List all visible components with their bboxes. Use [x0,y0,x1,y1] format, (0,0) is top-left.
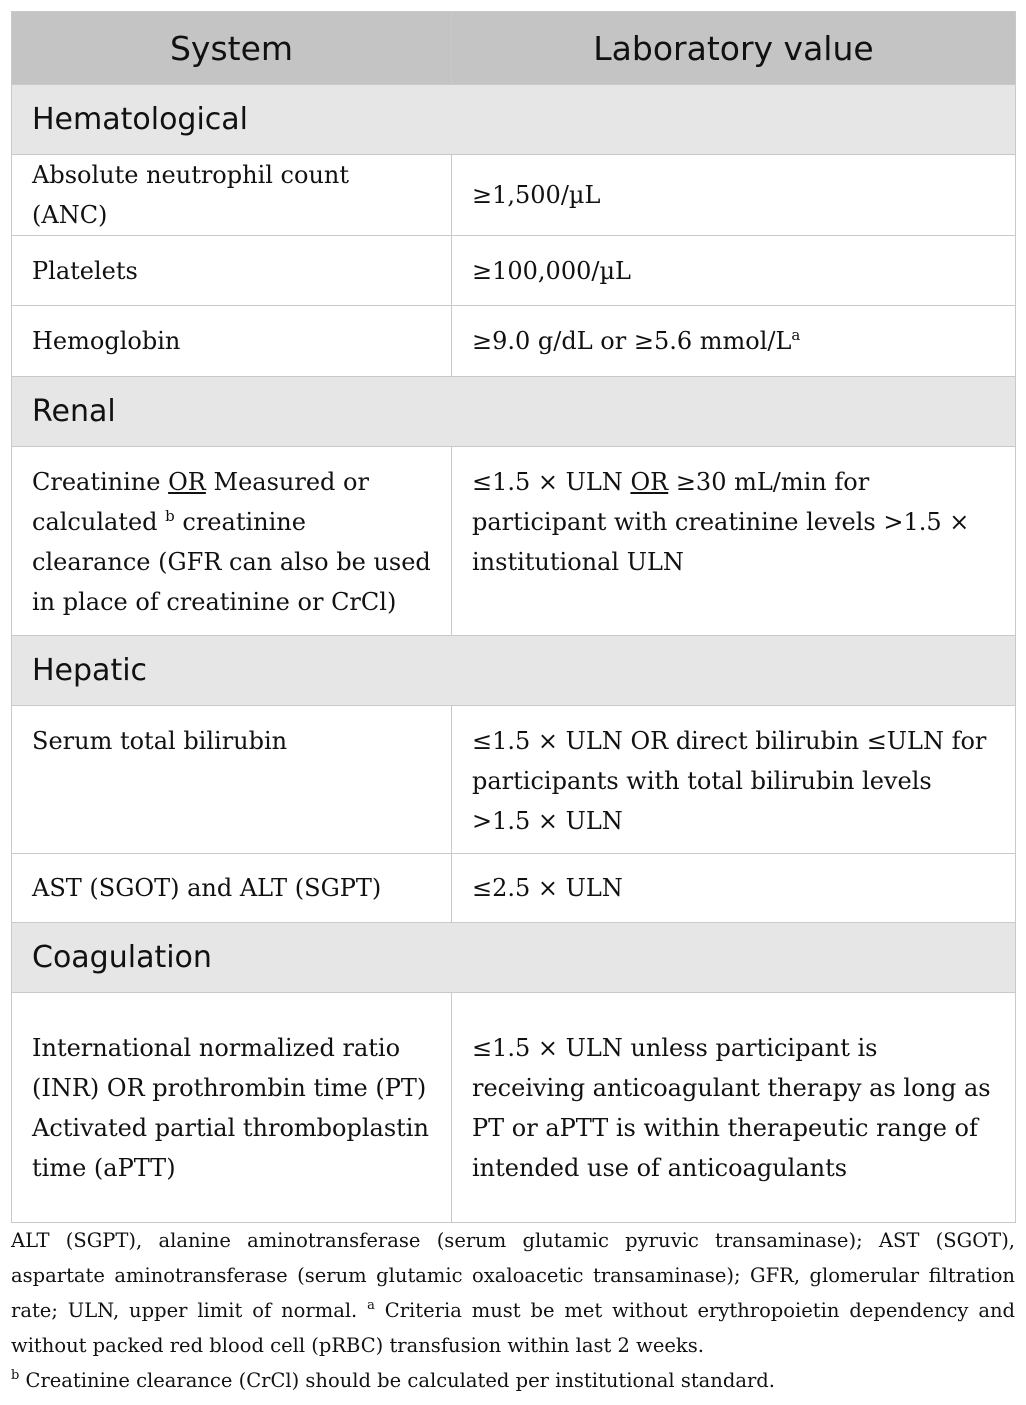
section-title: Hepatic [12,636,1016,706]
system-cell: Platelets [12,236,452,306]
value-text: ≤1.5 × ULN [472,468,631,496]
section-title: Hematological [12,85,1016,155]
system-text: Measured or calculated [32,468,369,536]
table-row [12,236,1016,306]
footnote-b-text: Creatinine clearance (CrCl) should be calculated per institutional standard. [19,1369,775,1392]
footnote-marker: a [367,1298,375,1313]
footnote-marker: a [791,326,801,344]
system-text: Activated partial thromboplastin time (aPTT) [32,1113,429,1182]
footnote-marker: b [11,1368,20,1383]
system-cell [12,447,452,636]
system-cell: AST (SGOT) and ALT (SGPT) [12,854,452,923]
header-system: System [12,12,452,85]
system-text: creatinine clearance (GFR can also be used in place of creatinine or CrCl) [32,508,431,616]
section-title: Renal [12,377,1016,447]
system-cell: Absolute neutrophil count (ANC) [12,155,452,236]
footnote-marker: b [165,507,175,525]
table-row [12,447,1016,636]
footnote-a-text: Criteria must be met without erythropoietin dependency and without packed red blood cell (pRBC) transfusion within last 2 weeks. [11,1299,1015,1357]
header-laboratory-value: Laboratory value [452,12,1016,85]
abbreviations-text: ALT (SGPT), alanine aminotransferase (serum glutamic pyruvic transaminase); AST (SGOT), aspartate aminotransferase (serum glutamic oxaloacetic transaminase); GFR, glomerular filtration rate; ULN, upper limit of normal. [11,1229,1015,1322]
system-cell: Hemoglobin [12,306,452,377]
table-header-row [12,12,1016,85]
section-row-renal [12,377,1016,447]
table-row [12,993,1016,1223]
value-cell [452,306,1016,377]
value-text: ≥9.0 g/dL or ≥5.6 mmol/L [472,327,792,355]
section-row-hematological [12,85,1016,155]
value-cell: ≤1.5 × ULN OR direct bilirubin ≤ULN for participants with total bilirubin levels >1.5 × ULN [452,706,1016,854]
system-cell: Serum total bilirubin [12,706,452,854]
system-text: International normalized ratio (INR) OR prothrombin time (PT) [32,1033,427,1102]
table-row [12,854,1016,923]
table-row [12,306,1016,377]
table-row [12,155,1016,236]
value-cell: ≤1.5 × ULN unless participant is receiving anticoagulant therapy as long as PT or aPTT is within therapeutic range of intended use of anticoagulants [452,993,1016,1223]
value-cell: ≥1,500/µL [452,155,1016,236]
table-footnote [11,1223,1015,1398]
or-underlined: OR [630,468,669,496]
value-cell: ≤2.5 × ULN [452,854,1016,923]
value-text: ≥30 mL/min for participant with creatinine levels >1.5 × institutional ULN [472,468,970,576]
lab-values-table [11,11,1016,1223]
table-row [12,706,1016,854]
system-text: Creatinine [32,468,161,496]
system-cell [12,993,452,1223]
section-row-hepatic [12,636,1016,706]
section-row-coagulation [12,923,1016,993]
or-underlined: OR [168,468,206,496]
value-cell [452,447,1016,636]
value-cell: ≥100,000/µL [452,236,1016,306]
section-title: Coagulation [12,923,1016,993]
